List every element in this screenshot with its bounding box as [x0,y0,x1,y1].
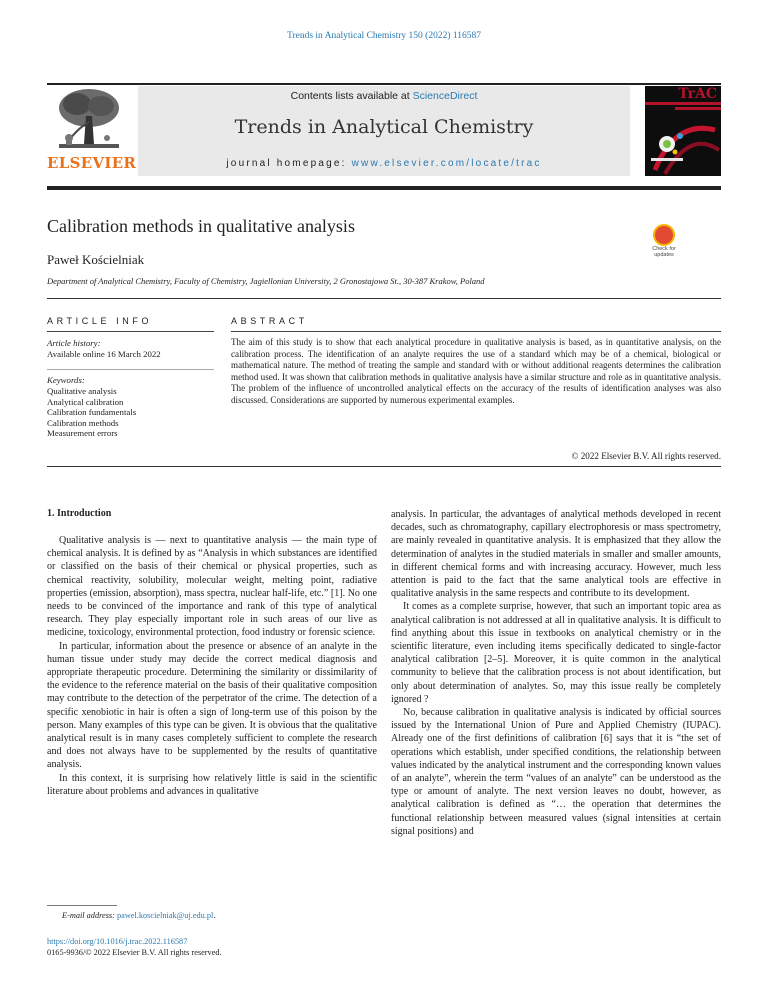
keyword: Analytical calibration [47,396,124,407]
section-heading: 1. Introduction [47,508,112,519]
divider [47,331,214,332]
abstract-copyright: © 2022 Elsevier B.V. All rights reserved. [571,451,721,461]
masthead-top-rule [47,83,721,85]
elsevier-wordmark: ELSEVIER [47,154,137,172]
divider [47,298,721,299]
paragraph: In this context, it is surprising how relatively little is said in the scientific literature about problems and advances in qualitative [47,772,377,797]
journal-homepage [138,158,630,169]
author-affiliation: Department of Analytical Chemistry, Faculty of Chemistry, Jagiellonian University, 2 Gronostajowa St., 30-387 Krakow, Poland [47,276,485,286]
email-suffix: . [213,911,216,920]
masthead-bottom-rule [47,186,721,190]
email-label: E-mail address: [62,911,117,920]
sciencedirect-link[interactable]: ScienceDirect [412,90,478,102]
journal-cover-thumbnail[interactable] [645,86,721,176]
body-column-left [47,534,377,798]
article-title: Calibration methods in qualitative analysis [47,216,355,236]
journal-title: Trends in Analytical Chemistry [234,116,534,138]
paragraph: No, because calibration in qualitative analysis is indicated by official sources issued by the International Union of Pure and Applied Chemistry (IUPAC). Already one of the first definitions of calibration [6] says that it is “the set of operations which establish, under specified conditions, the relationship between values indicated by the analytical instrument and the corresponding known values of an analyte”, wherein the term “values of an analyte” can be understood as the type or amount of analyte. The next version leaves no doubt, however, as analytical calibration is defined as “… the operation that determines the functional relationship between measured values (signal intensities at certain signal positions) and [391,707,721,837]
article-history-value: Available online 16 March 2022 [47,349,161,359]
contents-line [138,90,630,102]
paragraph: In particular, information about the presence or absence of an analyte in the human tissue under study may decide the correct medical diagnosis and appropriate therapeutic procedure. Determining the similarity or dissimilarity of the evidence to the reference material on the basis of their qualitative composition may contribute to the detection of the perpetrator of the crime. The detection of a specific xenobiotic in hair is often a sign of long-term use of this poison by the person. Many examples of this type can be given. It is obvious that the qualitative analytical result is in many cases completely sufficient to complete the research and does not always have to be supplemented by the results of quantitative analysis. [47,640,377,771]
journal-citation[interactable]: Trends in Analytical Chemistry 150 (2022) 116587 [286,31,482,41]
keyword: Measurement errors [47,428,118,439]
body-column-right [391,508,721,838]
cover-artwork-icon [645,110,721,176]
check-for-updates-button[interactable] [645,224,683,264]
abstract-text: The aim of this study is to show that each analytical procedure in qualitative analysis is based, as in quantitative analysis, on the calibration process. The identification of an analyte requires the use of a standard which may be of a chemical, biological or mathematical nature. The method of treating the sample and standard with or without additional reagents determines the calibration method used. It was shown that calibration methods in qualitative analysis have a similar structure and role as in quantitative analysis. The problem of the influence of uncontrolled analytical effects on the accuracy of the results of identification analyses was also discussed. Considerations are supported by numerous experimental examples. [231,337,721,405]
keywords-list [47,386,136,439]
check-updates-icon [653,224,675,246]
check-updates-caption: Check for updates [652,246,676,258]
paragraph: analysis. In particular, the advantages of analytical methods developed in recent decades, such as chromatography, capillary electrophoresis or mass spectrometry, are mainly revealed in quantitative analysis. It is emphasized that they allow the determination of analytes in the studied materials in smaller and smaller amounts, in different chemical forms and with increasing accuracy. However, much less attention is paid to the fact that the same analytical tools are effective in qualitative analysis in the same respects and contribute to its development. [391,509,721,600]
article-history-label: Article history: [47,338,101,348]
paragraph: It comes as a complete surprise, however, that such an important topic area as analytical calibration is not addressed at all in qualitative analysis. It is difficult to find anything about this issue in textbooks on analytical chemistry or in the scientific literature, even including items specifically dedicated to single-factor analytical calibration [2–5]. Moreover, it is quite common in the analytical community to believe that the calibration process is not about identification, but only about determination of analytes. So, may this issue really be completely ignored ? [391,601,721,705]
article-info-heading: ARTICLE INFO [47,316,153,326]
cover-logo: TrAC [678,86,717,102]
email-link[interactable]: pawel.koscielniak@uj.edu.pl [117,911,214,920]
keyword: Calibration fundamentals [47,407,137,418]
divider [47,369,214,370]
contents-prefix: Contents lists available at [290,90,413,102]
journal-banner [138,86,630,176]
homepage-link[interactable]: www.elsevier.com/locate/trac [351,158,542,169]
paragraph: Qualitative analysis is — next to quantitative analysis — the main type of chemical analysis. It is defined by as “Analysis in which substances are identified or classified on the basis of their chemical or physical properties, such as chemical reactivity, solubility, molecular weight, melting point, radiative properties (emission, absorption), mass spectra, nuclear half-life, etc.” [1]. No one needs to be convinced of the importance and rank of this type of analytical research. They play especially important role in such areas of our live as medicine, toxicology, environmental protection, food industry or forensic science. [47,535,377,639]
footnote-rule [47,905,117,906]
divider [231,331,721,332]
abstract-heading: ABSTRACT [231,316,308,326]
keywords-label: Keywords: [47,375,85,385]
keyword: Calibration methods [47,417,119,428]
author-name[interactable]: Paweł Kościelniak [47,252,145,267]
doi-link[interactable]: https://doi.org/10.1016/j.trac.2022.116587 [47,937,188,946]
email-footnote [62,911,215,920]
divider [47,466,721,467]
issn-copyright: 0165-9936/© 2022 Elsevier B.V. All rights reserved. [47,948,222,957]
elsevier-logo [47,86,137,176]
cover-band [645,102,721,105]
elsevier-tree-icon [53,86,125,152]
keyword: Qualitative analysis [47,386,117,396]
homepage-prefix: journal homepage: [226,158,352,169]
